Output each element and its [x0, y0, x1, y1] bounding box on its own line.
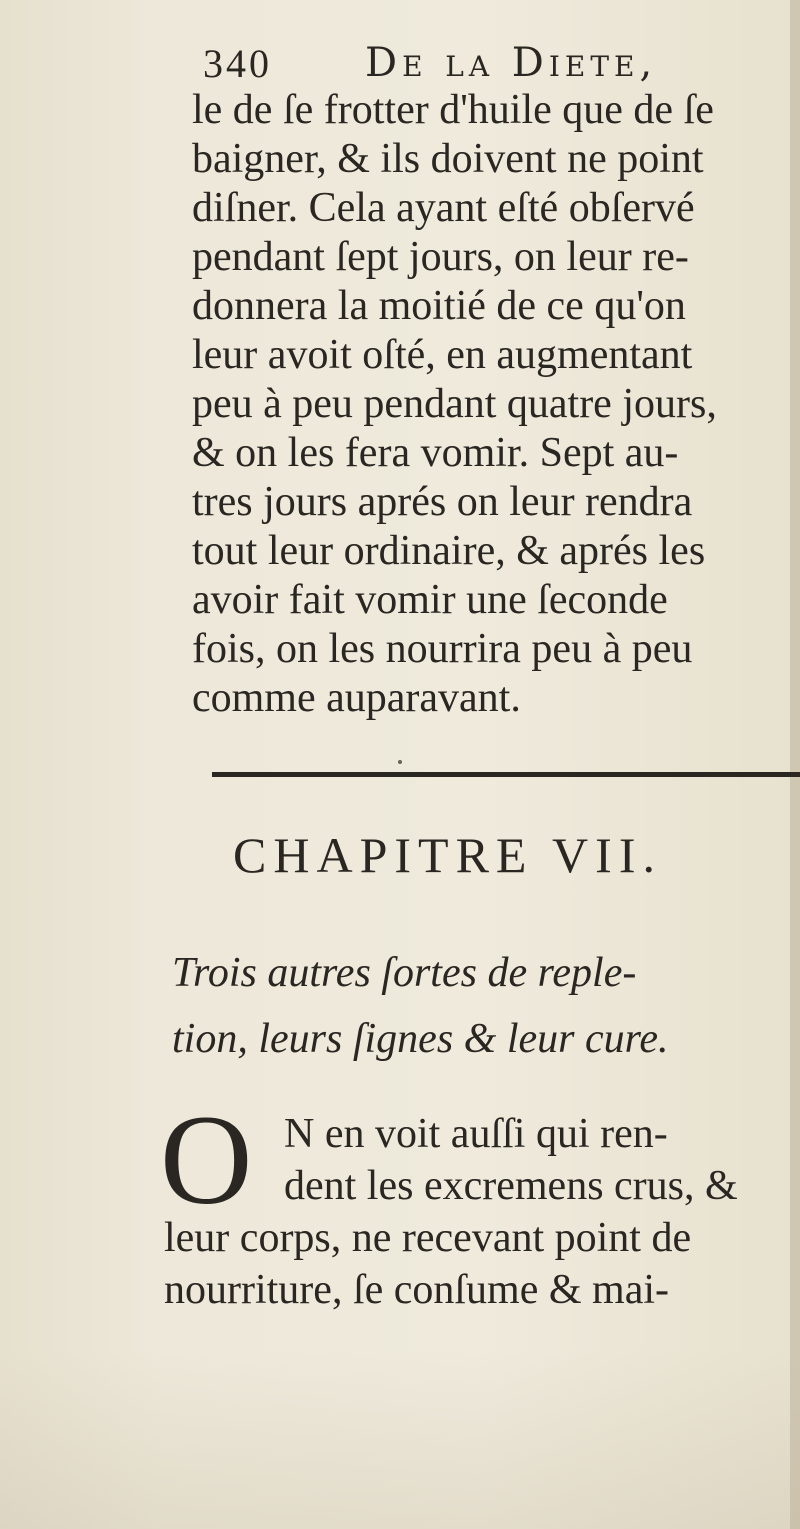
page-header [203, 40, 763, 92]
text-line: le de ſe frotter d'huile que de ſe [192, 87, 714, 133]
chapter-divider-rule [212, 772, 800, 777]
text-line: comme auparavant. [192, 675, 521, 721]
subtitle-line: tion, leurs ſignes & leur cure. [172, 1016, 669, 1062]
text-line: pendant ſept jours, on leur re- [192, 234, 689, 280]
ink-speck [398, 760, 402, 764]
text-line: tres jours aprés on leur rendra [192, 479, 693, 525]
paper-shading [0, 1349, 800, 1529]
text-line: dent les excremens crus, & [284, 1163, 738, 1209]
chapter-heading: CHAPITRE VII. [233, 827, 662, 883]
paragraph-continuation [164, 1212, 691, 1316]
paragraph-opening [284, 1108, 738, 1212]
subtitle-line: Trois autres ſortes de reple- [172, 950, 637, 996]
running-title: De la Diete, [365, 40, 658, 86]
text-line: peu à peu pendant quatre jours, [192, 381, 717, 427]
text-line: avoir fait vomir une ſeconde [192, 577, 668, 623]
text-line: nourriture, ſe conſume & mai- [164, 1267, 670, 1313]
page-number: 340 [203, 41, 272, 86]
text-line: N en voit auſſi qui ren- [284, 1111, 668, 1157]
text-line: fois, on les nourrira peu à peu [192, 626, 693, 672]
text-line: donnera la moitié de ce qu'on [192, 283, 686, 329]
chapter-subtitle [172, 940, 792, 1072]
text-line: diſner. Cela ayant eſté obſervé [192, 185, 695, 231]
text-line: & on les fera vomir. Sept au- [192, 430, 679, 476]
drop-cap: O [160, 1089, 253, 1231]
text-line: leur corps, ne recevant point de [164, 1215, 692, 1261]
text-line: tout leur ordinaire, & aprés les [192, 528, 706, 574]
body-paragraph [192, 86, 792, 723]
text-line: leur avoit oſté, en augmentant [192, 332, 693, 378]
text-line: baigner, & ils doivent ne point [192, 136, 704, 182]
